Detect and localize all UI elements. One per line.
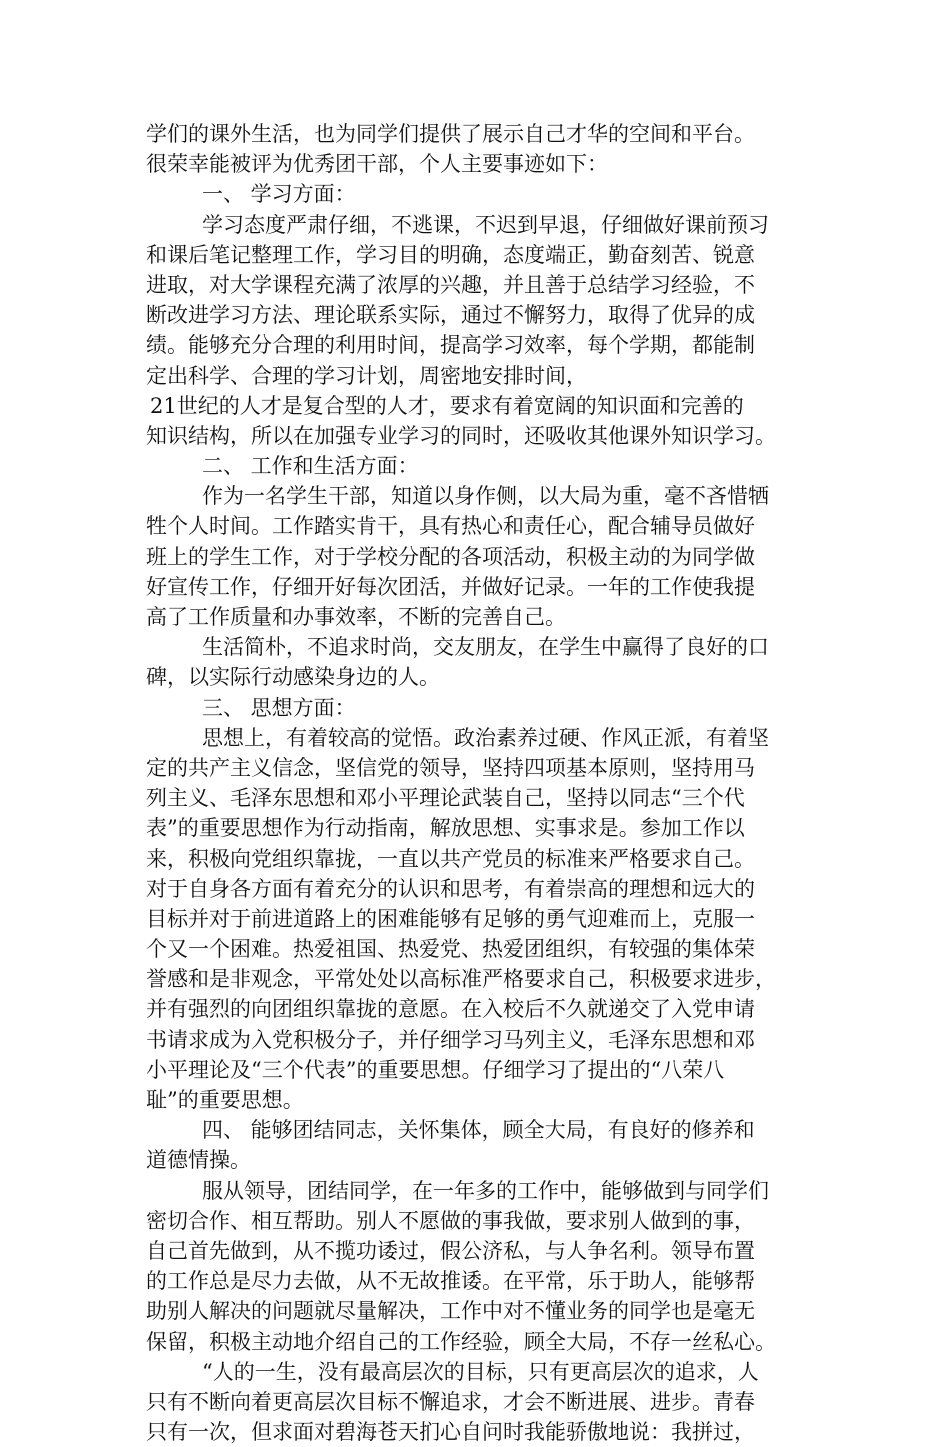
text-line: 21世纪的人才是复合型的人才，要求有着宽阔的知识面和完善的 xyxy=(150,393,744,418)
text-line: 知识结构，所以在加强专业学习的同时，还吸收其他课外知识学习。 xyxy=(146,423,776,448)
text-line: 三、 思想方面： xyxy=(202,695,356,720)
text-line: 牲个人时间。工作踏实肯干，具有热心和责任心，配合辅导员做好 xyxy=(146,514,755,539)
text-line: 绩。能够充分合理的利用时间，提高学习效率，每个学期，都能制 xyxy=(146,333,755,358)
text-line: “人的一生，没有最高层次的目标，只有更高层次的追求，人 xyxy=(202,1359,759,1384)
text-line: 高了工作质量和办事效率，不断的完善自己。 xyxy=(146,605,566,629)
text-line: 目标并对于前进道路上的困难能够有足够的勇气迎难而上，克服一 xyxy=(146,906,755,931)
text-line: 保留，积极主动地介绍自己的工作经验，顾全大局，不存一丝私心。 xyxy=(146,1329,776,1354)
text-line: 耻”的重要思想。 xyxy=(146,1088,304,1112)
text-line: 思想上，有着较高的觉悟。政治素养过硬、作风正派，有着坚 xyxy=(202,725,769,750)
text-line: 誉感和是非观念，平常处处以高标准严格要求自己，积极要求进步， xyxy=(146,967,776,992)
text-line: 对于自身各方面有着充分的认识和思考，有着崇高的理想和远大的 xyxy=(146,876,755,901)
text-line: 定出科学、合理的学习计划，周密地安排时间， xyxy=(146,363,587,388)
text-line: 碑，以实际行动感染身边的人。 xyxy=(146,665,440,690)
text-line: 密切合作、相互帮助。别人不愿做的事我做，要求别人做到的事， xyxy=(146,1208,755,1233)
text-line: 班上的学生工作，对于学校分配的各项活动，积极主动的为同学做 xyxy=(146,544,755,569)
text-line: 来，积极向党组织靠拢，一直以共产党员的标准来严格要求自己。 xyxy=(146,846,755,871)
text-line: 并有强烈的向团组织靠拢的意愿。在入校后不久就递交了入党申请 xyxy=(146,997,755,1022)
text-line: 断改进学习方法、理论联系实际，通过不懈努力，取得了优异的成 xyxy=(146,303,755,328)
text-line: 作为一名学生干部，知道以身作侧，以大局为重，毫不吝惜牺 xyxy=(202,484,769,509)
document-body xyxy=(146,119,818,1447)
text-line: 和课后笔记整理工作，学习目的明确，态度端正，勤奋刻苦、锐意 xyxy=(146,242,755,267)
text-line: 的工作总是尽力去做，从不无故推诿。在平常，乐于助人，能够帮 xyxy=(146,1269,755,1294)
text-line: 二、 工作和生活方面： xyxy=(202,454,419,479)
text-line: 进取，对大学课程充满了浓厚的兴趣，并且善于总结学习经验，不 xyxy=(146,272,755,297)
text-line: 学们的课外生活，也为同学们提供了展示自己才华的空间和平台。 xyxy=(146,122,755,146)
text-line: 小平理论及“三个代表”的重要思想。仔细学习了提出的“八荣八 xyxy=(146,1057,725,1082)
text-line: 很荣幸能被评为优秀团干部，个人主要事迹如下： xyxy=(146,152,608,177)
text-line: 四、 能够团结同志，关怀集体，顾全大局，有良好的修养和 xyxy=(202,1118,755,1143)
text-line: 服从领导，团结同学，在一年多的工作中，能够做到与同学们 xyxy=(202,1178,769,1203)
text-line: 道德情操。 xyxy=(146,1148,251,1173)
text-line: 生活简朴，不追求时尚，交友朋友，在学生中赢得了良好的口 xyxy=(202,635,769,660)
text-line: 助别人解决的问题就尽量解决，工作中对不懂业务的同学也是毫无 xyxy=(146,1299,755,1324)
text-line: 表”的重要思想作为行动指南，解放思想、实事求是。参加工作以 xyxy=(146,816,745,841)
text-line: 学习态度严肃仔细，不逃课，不迟到早退，仔细做好课前预习 xyxy=(202,212,769,237)
text-line: 列主义、毛泽东思想和邓小平理论武装自己，坚持以同志“三个代 xyxy=(146,786,745,811)
text-line: 只有不断向着更高层次目标不懈追求，才会不断进展、进步。青春 xyxy=(146,1389,755,1414)
text-line: 自己首先做到，从不揽功诿过，假公济私，与人争名利。领导布置 xyxy=(146,1238,755,1263)
text-line: 只有一次，但求面对碧海苍天扪心自问时我能骄傲地说：我拼过， xyxy=(146,1420,755,1445)
text-line: 个又一个困难。热爱祖国、热爱党、热爱团组织，有较强的集体荣 xyxy=(146,937,755,962)
text-line: 定的共产主义信念，坚信党的领导，坚持四项基本原则，坚持用马 xyxy=(146,755,755,780)
text-line: 一、 学习方面： xyxy=(202,182,356,207)
text-line: 好宣传工作，仔细开好每次团活，并做好记录。一年的工作使我提 xyxy=(146,574,755,599)
text-line: 书请求成为入党积极分子，并仔细学习马列主义，毛泽东思想和邓 xyxy=(146,1027,755,1052)
